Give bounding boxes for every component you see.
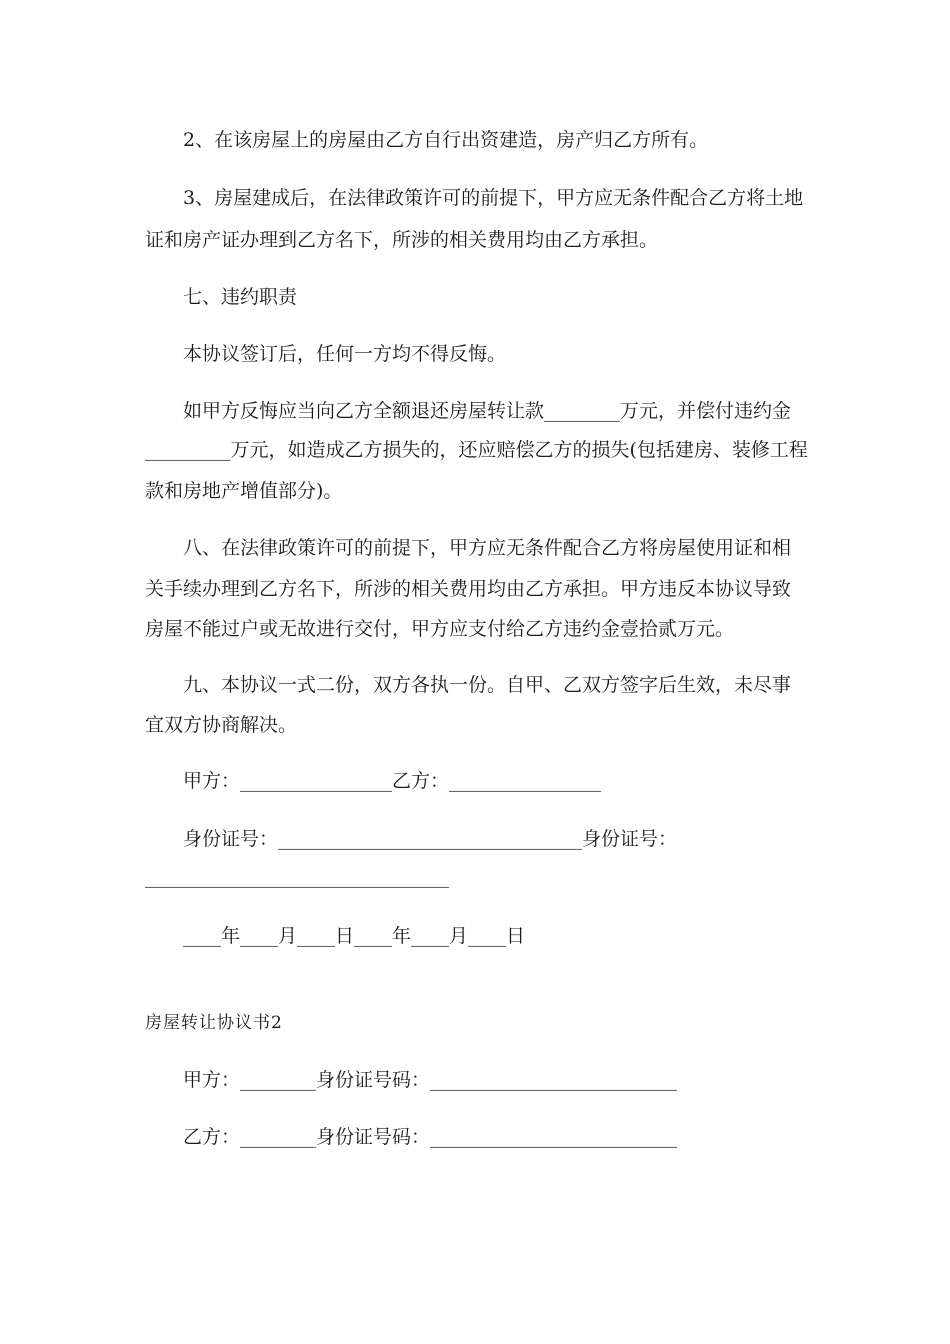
signature-id-line: 身份证号：________________________________身份证号： — [183, 828, 678, 850]
party-a-line: 甲方：________身份证号码：__________________________ — [183, 1069, 678, 1091]
paragraph-9-line2: 宜双方协商解决。 — [145, 714, 298, 736]
paragraph-refund-line3: 款和房地产增值部分)。 — [145, 480, 343, 502]
paragraph-9-line1: 九、本协议一式二份，双方各执一份。自甲、乙双方签字后生效，未尽事 — [183, 674, 792, 696]
paragraph-3-line2: 证和房产证办理到乙方名下，所涉的相关费用均由乙方承担。 — [145, 229, 659, 251]
paragraph-8-line1: 八、在法律政策许可的前提下，甲方应无条件配合乙方将房屋使用证和相 — [183, 537, 792, 559]
paragraph-8-line3: 房屋不能过户或无故进行交付，甲方应支付给乙方违约金壹拾贰万元。 — [145, 618, 735, 640]
paragraph-8-line2: 关手续办理到乙方名下，所涉的相关费用均由乙方承担。甲方违反本协议导致 — [145, 578, 792, 600]
paragraph-no-regret: 本协议签订后，任何一方均不得反悔。 — [183, 343, 507, 365]
section-heading-breach: 七、违约职责 — [183, 286, 298, 308]
paragraph-refund-line1: 如甲方反悔应当向乙方全额退还房屋转让款________万元，并偿付违约金 — [183, 400, 792, 422]
paragraph-2-ownership: 2、在该房屋上的房屋由乙方自行出资建造，房产归乙方所有。 — [183, 129, 709, 151]
signature-id-line-continued: ________________________________ — [145, 866, 449, 888]
document-title-2: 房屋转让协议书2 — [145, 1013, 283, 1033]
paragraph-3-line1: 3、房屋建成后，在法律政策许可的前提下，甲方应无条件配合乙方将土地 — [183, 187, 804, 209]
paragraph-refund-line2: _________万元，如造成乙方损失的，还应赔偿乙方的损失(包括建房、装修工程 — [145, 439, 808, 461]
signature-party-line: 甲方：________________乙方：________________ — [183, 770, 602, 792]
signature-date-line: ____年____月____日____年____月____日 — [183, 925, 526, 947]
party-b-line: 乙方：________身份证号码：__________________________ — [183, 1126, 678, 1148]
